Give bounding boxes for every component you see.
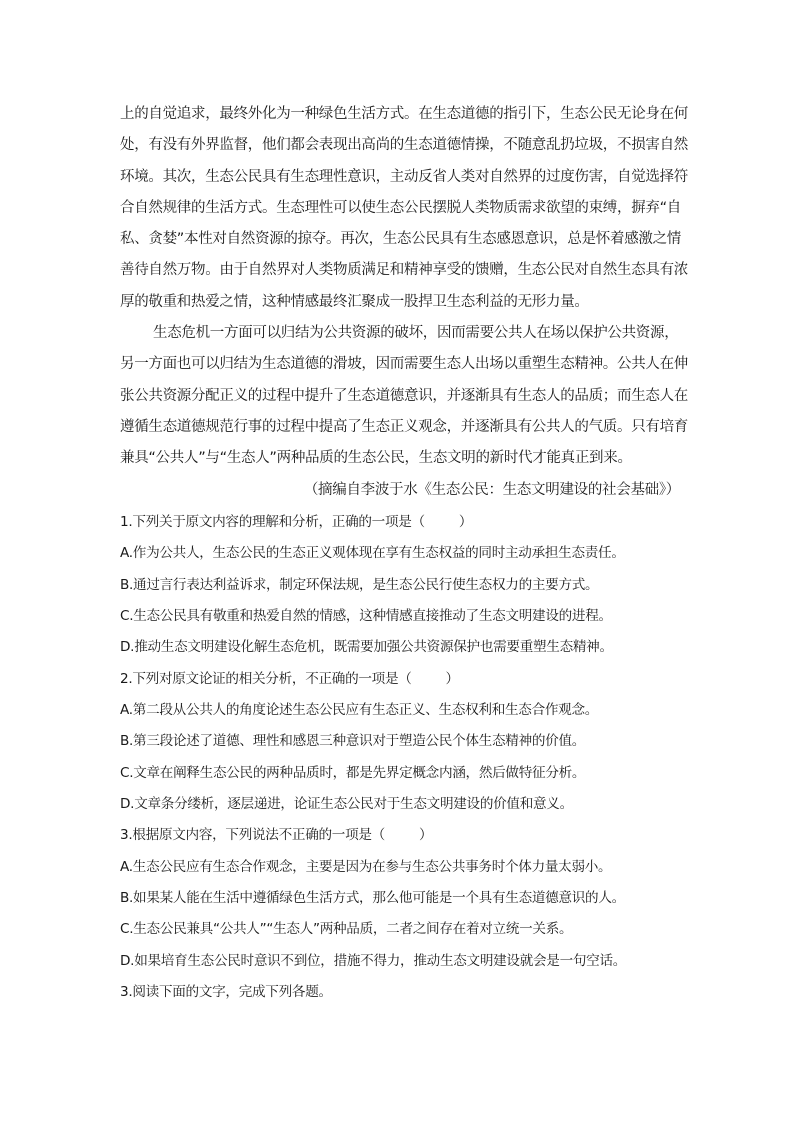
passage-paragraph-1: 上的自觉追求，最终外化为一种绿色生活方式。在生态道德的指引下，生态公民无论身在何处，有没有外界监督，他们都会表现出高尚的生态道德情操，不随意乱扔垃圾，不损害自然环境。其次，生态公民具有生态理性意识，主动反省人类对自然界的过度伤害，自觉选择符合自然规律的生活方式。生态理性可以使生态公民摆脱人类物质需求欲望的束缚，摒弃“自私、贪婪”本性对自然资源的掠夺。再次，生态公民具有生态感恩意识，总是怀着感激之情善待自然万物。由于自然界对人类物质满足和精神享受的馈赠，生态公民对自然生态具有浓厚的敬重和热爱之情，这种情感最终汇聚成一股捍卫生态利益的无形力量。: [120, 106, 688, 310]
option-a: A.第二段从公共人的角度论述生态公民应有生态正义、生态权利和生态合作观念。: [120, 702, 599, 719]
question-stem-text: 3.根据原文内容，下列说法不正确的一项是（: [120, 827, 385, 844]
question-stem-close: ）: [458, 514, 473, 530]
question-stem-text: 1.下列关于原文内容的理解和分析，正确的一项是（: [120, 514, 425, 530]
question-section: [120, 507, 690, 1009]
option-d: D.文章条分缕析，逐层递进，论证生态公民对于生态文明建设的价值和意义。: [120, 796, 573, 813]
option-c: C.文章在阐释生态公民的两种品质时，都是先界定概念内涵，然后做特征分析。: [120, 764, 586, 781]
next-section-heading: 3.阅读下面的文字，完成下列各题。: [120, 984, 332, 1001]
question-stem: [120, 507, 690, 538]
option-a: A.作为公共人，生态公民的生态正义观体现在享有生态权益的同时主动承担生态责任。: [120, 545, 625, 562]
reading-passage: [120, 99, 690, 506]
question-stem-close: ）: [445, 670, 459, 687]
question-stem-text: 2.下列对原文论证的相关分析，不正确的一项是（: [120, 670, 412, 687]
question-stem: [120, 664, 690, 695]
option-a: A.生态公民应有生态合作观念，主要是因为在参与生态公共事务时个体力量太弱小。: [120, 858, 612, 875]
option-c: C.生态公民兼具“公共人”“生态人”两种品质，二者之间存在着对立统一关系。: [120, 921, 573, 938]
question-3: [120, 820, 690, 977]
question-2: [120, 664, 690, 821]
passage-paragraph-2: 生态危机一方面可以归结为公共资源的破坏，因而需要公共人在场以保护公共资源，另一方面也可以归结为生态道德的滑坡，因而需要生态人出场以重塑生态精神。公共人在伸张公共资源分配正义的过程中提升了生态道德意识，并逐渐具有生态人的品质；而生态人在遵循生态道德规范行事的过程中提高了生态正义观念，并逐渐具有公共人的气质。只有培育兼具“公共人”与“生态人”两种品质的生态公民，生态文明的新时代才能真正到来。: [120, 325, 688, 467]
option-b: B.通过言行表达利益诉求，制定环保法规，是生态公民行使生态权力的主要方式。: [120, 576, 599, 593]
option-b: B.第三段论述了道德、理性和感恩三种意识对于塑造公民个体生态精神的价值。: [120, 733, 586, 750]
option-d: D.如果培育生态公民时意识不到位，措施不得力，推动生态文明建设就会是一句空话。: [120, 952, 627, 969]
option-b: B.如果某人能在生活中遵循绿色生活方式，那么他可能是一个具有生态道德意识的人。: [120, 890, 625, 907]
question-stem: [120, 820, 690, 851]
question-1: [120, 507, 690, 664]
passage-source-citation: （摘编自李波于水《生态公民：生态文明建设的社会基础》）: [303, 481, 680, 498]
option-d: D.推动生态文明建设化解生态危机，既需要加强公共资源保护也需要重塑生态精神。: [120, 639, 613, 656]
question-stem-close: ）: [418, 827, 433, 844]
option-c: C.生态公民具有敬重和热爱自然的情感，这种情感直接推动了生态文明建设的进程。: [120, 608, 612, 625]
